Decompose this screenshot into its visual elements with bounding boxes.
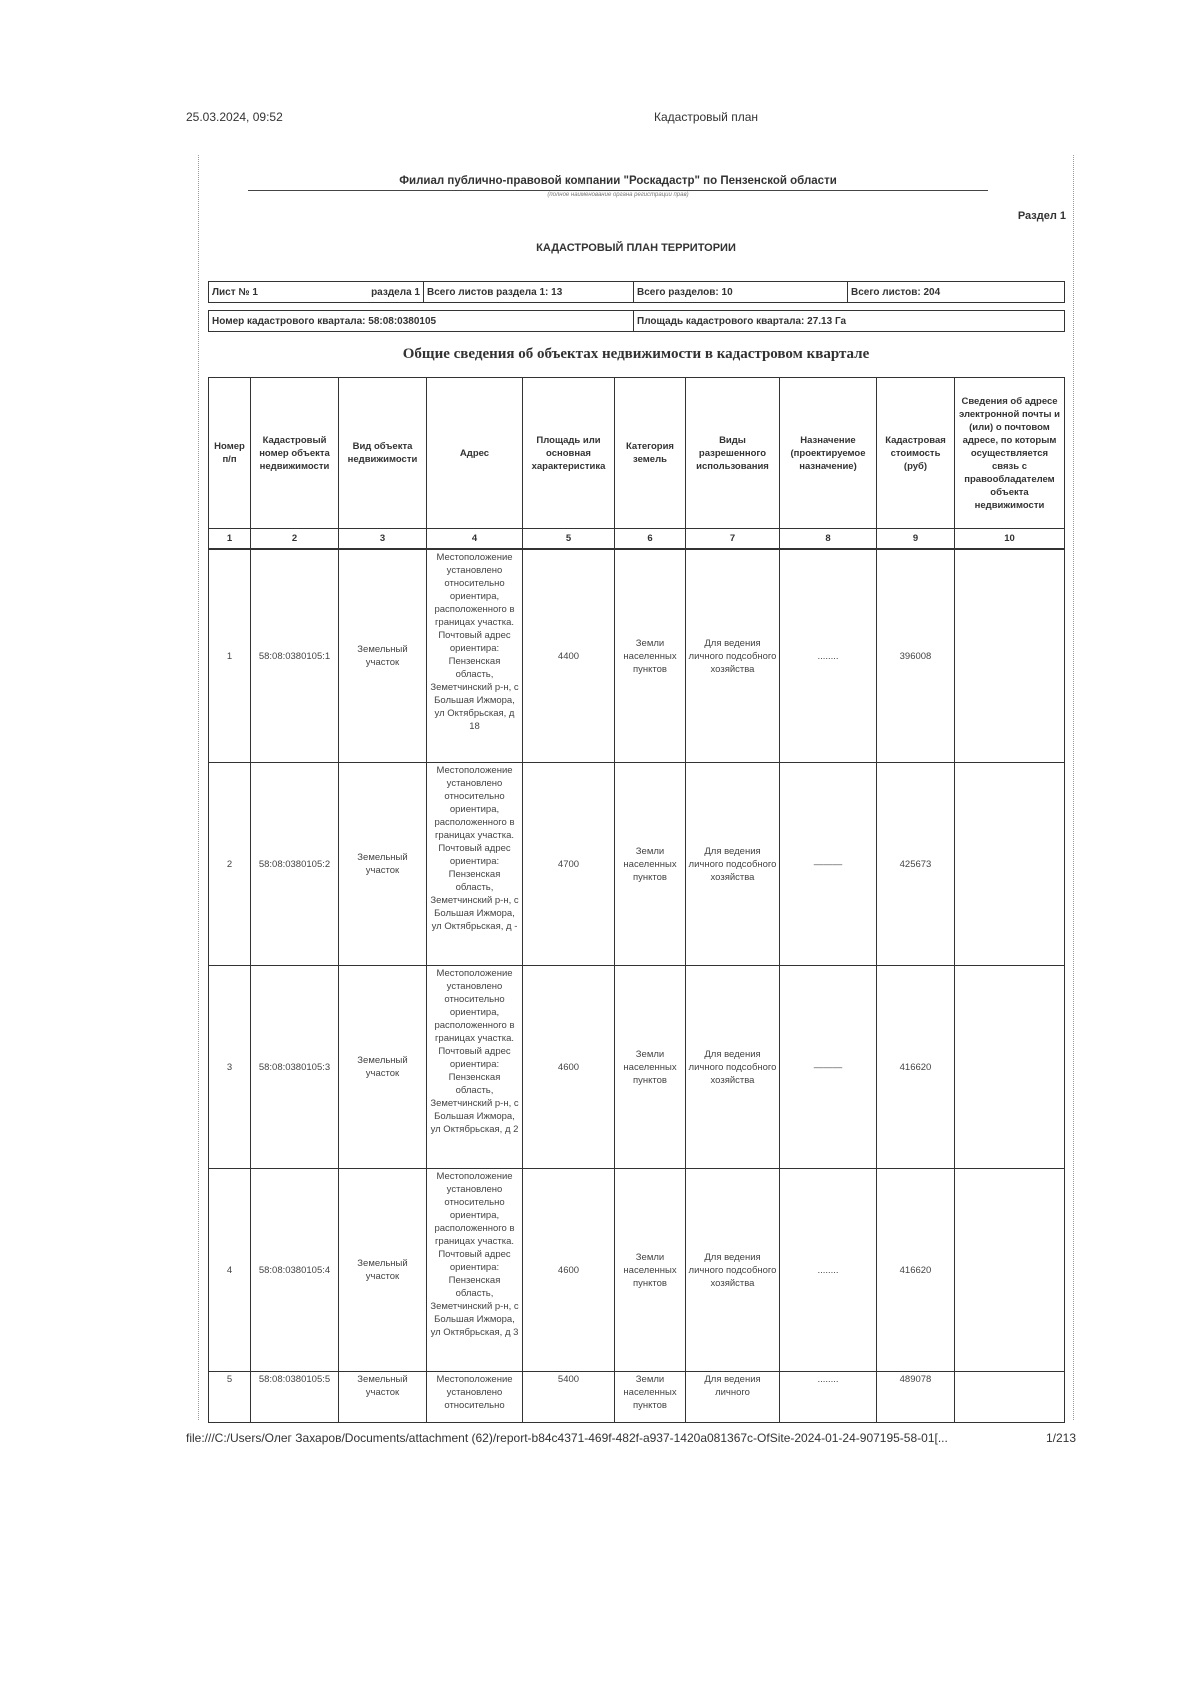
header-cell: Категория земель (615, 378, 686, 529)
permitted-use: Для ведения личного подсобного хозяйства (686, 966, 780, 1169)
object-type: Земельный участок (339, 1372, 427, 1423)
sheet-cell (209, 282, 424, 303)
column-number: 1 (209, 529, 251, 550)
total-sections: Всего разделов: 10 (634, 282, 848, 303)
quarter-area: Площадь кадастрового квартала: 27.13 Га (634, 311, 1065, 332)
table-row (209, 1372, 1065, 1423)
column-number: 10 (955, 529, 1065, 550)
header-cell: Назначение (проектируемое назначение) (780, 378, 877, 529)
column-number: 6 (615, 529, 686, 550)
cadastral-value: 416620 (877, 966, 955, 1169)
page-counter: 1/213 (1045, 1431, 1076, 1445)
owner-contact (955, 1372, 1065, 1423)
address: Местоположение установлено относительно ориентира, расположенного в границах участка. Почтовый адрес ориентира: Пензенская область, Земетчинский р-н, с Большая Ижмора, ул Октябрьская, д 2 (427, 966, 523, 1169)
cadastral-value: 425673 (877, 763, 955, 966)
cadastral-value: 489078 (877, 1372, 955, 1423)
land-category: Земли населенных пунктов (615, 1169, 686, 1372)
cadastral-number: 58:08:0380105:4 (251, 1169, 339, 1372)
cadastral-value: 396008 (877, 549, 955, 763)
address: Местоположение установлено относительно ориентира, расположенного в границах участка. Почтовый адрес ориентира: Пензенская область, Земетчинский р-н, с Большая Ижмора, ул Октябрьская, д 18 (427, 549, 523, 763)
sheet-number: Лист № 1 (212, 286, 258, 298)
table-row (209, 549, 1065, 763)
total-sheets: Всего листов: 204 (848, 282, 1065, 303)
row-number: 5 (209, 1372, 251, 1423)
table-subtitle: Общие сведения об объектах недвижимости в кадастровом квартале (402, 346, 870, 362)
print-datetime: 25.03.2024, 09:52 (186, 110, 283, 124)
area: 4400 (523, 549, 615, 763)
print-title: Кадастровый план (654, 110, 759, 124)
header-cell: Адрес (427, 378, 523, 529)
column-number: 2 (251, 529, 339, 550)
quarter-number: Номер кадастрового квартала: 58:08:0380105 (209, 311, 634, 332)
total-section-sheets: Всего листов раздела 1: 13 (424, 282, 634, 303)
area: 4700 (523, 763, 615, 966)
authority-underline (248, 190, 988, 191)
real-estate-table (208, 377, 1065, 1423)
purpose: ——— (780, 966, 877, 1169)
owner-contact (955, 1169, 1065, 1372)
row-number: 4 (209, 1169, 251, 1372)
row-number: 1 (209, 549, 251, 763)
purpose: ——— (780, 763, 877, 966)
cadastral-number: 58:08:0380105:2 (251, 763, 339, 966)
column-number: 5 (523, 529, 615, 550)
column-number: 8 (780, 529, 877, 550)
area: 5400 (523, 1372, 615, 1423)
cadastral-number: 58:08:0380105:1 (251, 549, 339, 763)
header-cell: Вид объекта недвижимости (339, 378, 427, 529)
permitted-use: Для ведения личного подсобного хозяйства (686, 1169, 780, 1372)
land-category: Земли населенных пунктов (615, 763, 686, 966)
area: 4600 (523, 1169, 615, 1372)
address: Местоположение установлено относительно ориентира, расположенного в границах участка. Почтовый адрес ориентира: Пензенская область, Земетчинский р-н, с Большая Ижмора, ул Октябрьская, д 3 (427, 1169, 523, 1372)
column-number: 9 (877, 529, 955, 550)
quarter-info-table (208, 310, 1065, 332)
permitted-use: Для ведения личного (686, 1372, 780, 1423)
authority-caption: (полное наименование органа регистрации прав) (547, 192, 689, 198)
section-label: Раздел 1 (1017, 210, 1066, 222)
object-type: Земельный участок (339, 1169, 427, 1372)
owner-contact (955, 549, 1065, 763)
sheet-info-table (208, 281, 1065, 303)
land-category: Земли населенных пунктов (615, 549, 686, 763)
purpose: ........ (780, 549, 877, 763)
sheet-section: раздела 1 (371, 286, 420, 298)
address: Местоположение установлено относительно ориентира, расположенного в границах участка. Почтовый адрес ориентира: Пензенская область, Земетчинский р-н, с Большая Ижмора, ул Октябрьская, д - (427, 763, 523, 966)
object-type: Земельный участок (339, 966, 427, 1169)
authority-name: Филиал публично-правовой компании "Роскадастр" по Пензенской области (399, 175, 837, 187)
header-cell: Площадь или основная характеристика (523, 378, 615, 529)
header-cell: Кадастровый номер объекта недвижимости (251, 378, 339, 529)
address: Местоположение установлено относительно (427, 1372, 523, 1423)
header-cell: Сведения об адресе электронной почты и (или) о почтовом адресе, по которым осуществляется связь с правообладателем объекта недвижимости (955, 378, 1065, 529)
column-number: 4 (427, 529, 523, 550)
permitted-use: Для ведения личного подсобного хозяйства (686, 763, 780, 966)
column-number: 7 (686, 529, 780, 550)
header-cell: Виды разрешенного использования (686, 378, 780, 529)
table-row (209, 763, 1065, 966)
row-number: 2 (209, 763, 251, 966)
cadastral-number: 58:08:0380105:5 (251, 1372, 339, 1423)
column-number-row (209, 529, 1065, 550)
row-number: 3 (209, 966, 251, 1169)
table-row (209, 1169, 1065, 1372)
permitted-use: Для ведения личного подсобного хозяйства (686, 549, 780, 763)
purpose: ........ (780, 1372, 877, 1423)
land-category: Земли населенных пунктов (615, 1372, 686, 1423)
document-title: КАДАСТРОВЫЙ ПЛАН ТЕРРИТОРИИ (536, 242, 736, 254)
file-path: file:///C:/Users/Олег Захаров/Documents/attachment (62)/report-b84c4371-469f-482f-a937-1420a081367c-OfSite-2024-01-24-907195-58-01[... (186, 1431, 948, 1445)
header-cell: Номер п/п (209, 378, 251, 529)
table-row (209, 966, 1065, 1169)
column-number: 3 (339, 529, 427, 550)
owner-contact (955, 763, 1065, 966)
land-category: Земли населенных пунктов (615, 966, 686, 1169)
area: 4600 (523, 966, 615, 1169)
object-type: Земельный участок (339, 549, 427, 763)
purpose: ........ (780, 1169, 877, 1372)
header-cell: Кадастровая стоимость (руб) (877, 378, 955, 529)
owner-contact (955, 966, 1065, 1169)
cadastral-number: 58:08:0380105:3 (251, 966, 339, 1169)
cadastral-value: 416620 (877, 1169, 955, 1372)
object-type: Земельный участок (339, 763, 427, 966)
header-row (209, 378, 1065, 529)
